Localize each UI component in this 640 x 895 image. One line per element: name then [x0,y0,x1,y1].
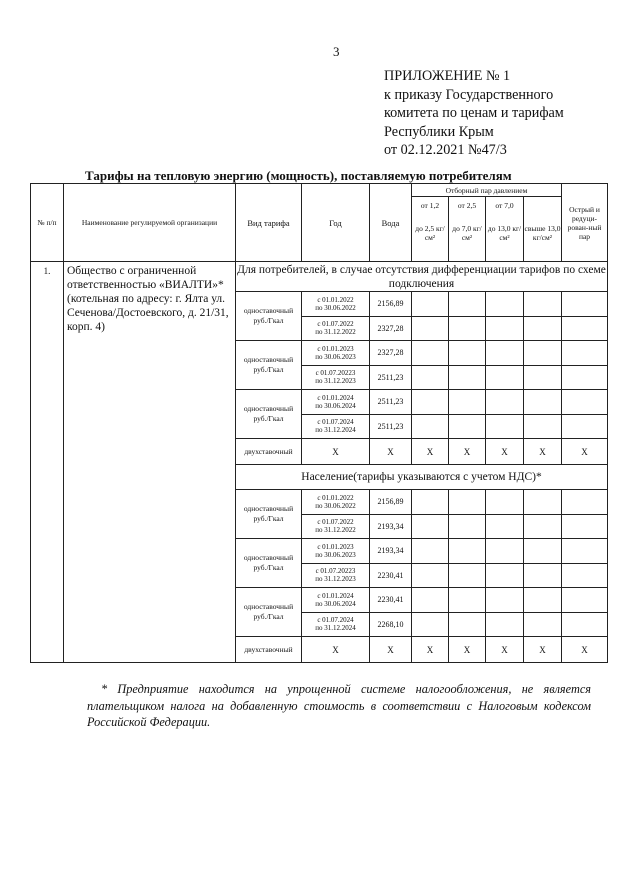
period-to: по 30.06.2024 [315,401,356,410]
empty-cell [486,514,524,539]
water-tariff-value: 2193,34 [370,514,412,539]
empty-cell [449,539,486,564]
empty-cell [486,414,524,439]
pressure-to: до 7,0 кг/см² [452,224,482,242]
empty-cell [449,490,486,515]
empty-cell [486,612,524,637]
period-from: с 01.07.2024 [317,616,354,625]
period-from: с 01.01.2024 [317,393,354,402]
header-year: Год [302,184,370,262]
period-from: с 01.07.2022 [317,518,354,527]
row-number: 1. [31,262,64,663]
period [302,316,370,341]
water-tariff-value: 2511,23 [370,390,412,415]
empty-cell [486,390,524,415]
header-tariff-type: Вид тарифа [236,184,302,262]
empty-cell [486,563,524,588]
appendix-line: комитета по ценам и тарифам [384,105,564,121]
not-applicable-mark: X [524,637,562,663]
period-to: по 30.06.2022 [315,501,356,510]
header-sharp-steam: Острый и редуци-рован-ный пар [562,184,608,262]
not-applicable-mark: X [370,637,412,663]
period-from: с 01.01.2023 [317,542,354,551]
period-to: по 31.12.2024 [315,426,356,435]
empty-cell [562,365,608,390]
appendix-line: ПРИЛОЖЕНИЕ № 1 [384,68,511,84]
empty-cell [524,612,562,637]
not-applicable-mark: X [302,439,370,465]
period [302,292,370,317]
period [302,514,370,539]
tariff-type: одноставочный руб./Гкал [236,292,302,341]
period-from: с 01.01.2024 [317,591,354,600]
empty-cell [486,316,524,341]
empty-cell [524,490,562,515]
water-tariff-value: 2268,10 [370,612,412,637]
empty-cell [412,390,449,415]
period-from: с 01.01.2022 [317,295,354,304]
section-title: Для потребителей, в случае отсутствия дифференциации тарифов по схеме подключения [237,263,606,290]
empty-cell [524,414,562,439]
appendix-line: к приказу Государственного [384,86,554,103]
period [302,390,370,415]
empty-cell [562,588,608,613]
empty-cell [449,514,486,539]
header-pressure-3 [486,197,524,262]
period [302,539,370,564]
empty-cell [562,539,608,564]
empty-cell [412,316,449,341]
empty-cell [524,365,562,390]
period [302,612,370,637]
pressure-to: до 13,0 кг/см² [487,224,522,242]
empty-cell [412,612,449,637]
empty-cell [449,414,486,439]
empty-cell [562,292,608,317]
not-applicable-mark: X [486,439,524,465]
period-to: по 30.06.2023 [315,352,356,361]
period [302,588,370,613]
empty-cell [486,292,524,317]
period-to: по 30.06.2022 [315,303,356,312]
pressure-from: от 2,5 [457,201,477,210]
empty-cell [486,588,524,613]
empty-cell [412,514,449,539]
header-pressure-1 [412,197,449,262]
empty-cell [562,341,608,366]
empty-cell [562,514,608,539]
tariff-type: одноставочный руб./Гкал [236,539,302,588]
not-applicable-mark: X [412,439,449,465]
not-applicable-mark: X [524,439,562,465]
empty-cell [449,341,486,366]
empty-cell [562,316,608,341]
empty-cell [449,292,486,317]
water-tariff-value: 2511,23 [370,365,412,390]
empty-cell [524,563,562,588]
water-tariff-value: 2511,23 [370,414,412,439]
tariff-type: двухставочный [236,637,302,663]
period [302,414,370,439]
appendix-block [384,67,564,160]
tariff-type: одноставочный руб./Гкал [236,341,302,390]
table-title: Тарифы на тепловую энергию (мощность), поставляемую потребителям [85,168,512,183]
empty-cell [449,365,486,390]
empty-cell [524,514,562,539]
period-from: с 01.07.20223 [315,369,356,378]
period-from: с 01.01.2022 [317,493,354,502]
pressure-from: от 7,0 [495,201,514,210]
empty-cell [412,539,449,564]
tariff-type: одноставочный руб./Гкал [236,390,302,439]
empty-cell [412,563,449,588]
not-applicable-mark: X [449,439,486,465]
empty-cell [562,612,608,637]
water-tariff-value: 2327,28 [370,316,412,341]
period [302,341,370,366]
header-pressure-4: свыше 13,0 кг/см² [524,197,562,262]
not-applicable-mark: X [562,439,608,465]
pressure-to: до 2,5 кг/см² [415,224,445,242]
period-to: по 31.12.2023 [315,377,356,386]
tariff-table [30,183,608,663]
empty-cell [412,414,449,439]
organization-name: Общество с ограниченной ответственностью «ВИАЛТИ»* (котельная по адресу: г. Ялта ул. Сеченова/Достоевского, д. 21/31, корп. 4) [64,262,236,663]
not-applicable-mark: X [486,637,524,663]
period-to: по 31.12.2022 [315,526,356,535]
tariff-type: двухставочный [236,439,302,465]
period-to: по 30.06.2024 [315,599,356,608]
empty-cell [524,539,562,564]
tariff-type: одноставочный руб./Гкал [236,490,302,539]
empty-cell [524,316,562,341]
section-title: Население(тарифы указываются с учетом НДС)* [236,465,608,490]
header-steam: Отборный пар давлением [412,184,562,197]
period-from: с 01.07.2022 [317,320,354,329]
header-org: Наименование регулируемой организации [64,184,236,262]
water-tariff-value: 2156,89 [370,292,412,317]
water-tariff-value: 2156,89 [370,490,412,515]
not-applicable-mark: X [412,637,449,663]
empty-cell [486,539,524,564]
not-applicable-mark: X [562,637,608,663]
empty-cell [412,341,449,366]
empty-cell [449,390,486,415]
empty-cell [412,490,449,515]
appendix-line: Республики Крым [384,123,494,140]
water-tariff-value: 2230,41 [370,588,412,613]
period-to: по 31.12.2024 [315,624,356,633]
pressure-from: от 1,2 [420,201,440,210]
empty-cell [562,414,608,439]
tariff-type: одноставочный руб./Гкал [236,588,302,637]
empty-cell [524,341,562,366]
period-to: по 30.06.2023 [315,550,356,559]
empty-cell [562,490,608,515]
period [302,563,370,588]
empty-cell [524,390,562,415]
empty-cell [412,365,449,390]
empty-cell [562,563,608,588]
period-from: с 01.07.20223 [315,567,356,576]
empty-cell [449,588,486,613]
empty-cell [412,588,449,613]
header-pressure-2 [449,197,486,262]
empty-cell [486,341,524,366]
empty-cell [562,390,608,415]
water-tariff-value: 2327,28 [370,341,412,366]
empty-cell [449,612,486,637]
footnote: * Предприятие находится на упрощенной системе налогообложения, не является плательщиком налога на добавленную стоимость в соответствии с Налоговым кодексом Российской Федерации. [87,682,591,729]
period-from: с 01.07.2024 [317,418,354,427]
period [302,490,370,515]
header-water: Вода [370,184,412,262]
empty-cell [449,563,486,588]
not-applicable-mark: X [302,637,370,663]
page-number: 3 [333,44,340,59]
empty-cell [524,292,562,317]
appendix-line: от 02.12.2021 №47/3 [384,142,507,158]
period [302,365,370,390]
empty-cell [524,588,562,613]
header-no: № п/п [31,184,64,262]
not-applicable-mark: X [449,637,486,663]
empty-cell [449,316,486,341]
water-tariff-value: 2193,34 [370,539,412,564]
period-from: с 01.01.2023 [317,344,354,353]
period-to: по 31.12.2023 [315,575,356,584]
section-title-row [31,262,608,292]
empty-cell [486,365,524,390]
period-to: по 31.12.2022 [315,328,356,337]
water-tariff-value: 2230,41 [370,563,412,588]
empty-cell [412,292,449,317]
not-applicable-mark: X [370,439,412,465]
empty-cell [486,490,524,515]
